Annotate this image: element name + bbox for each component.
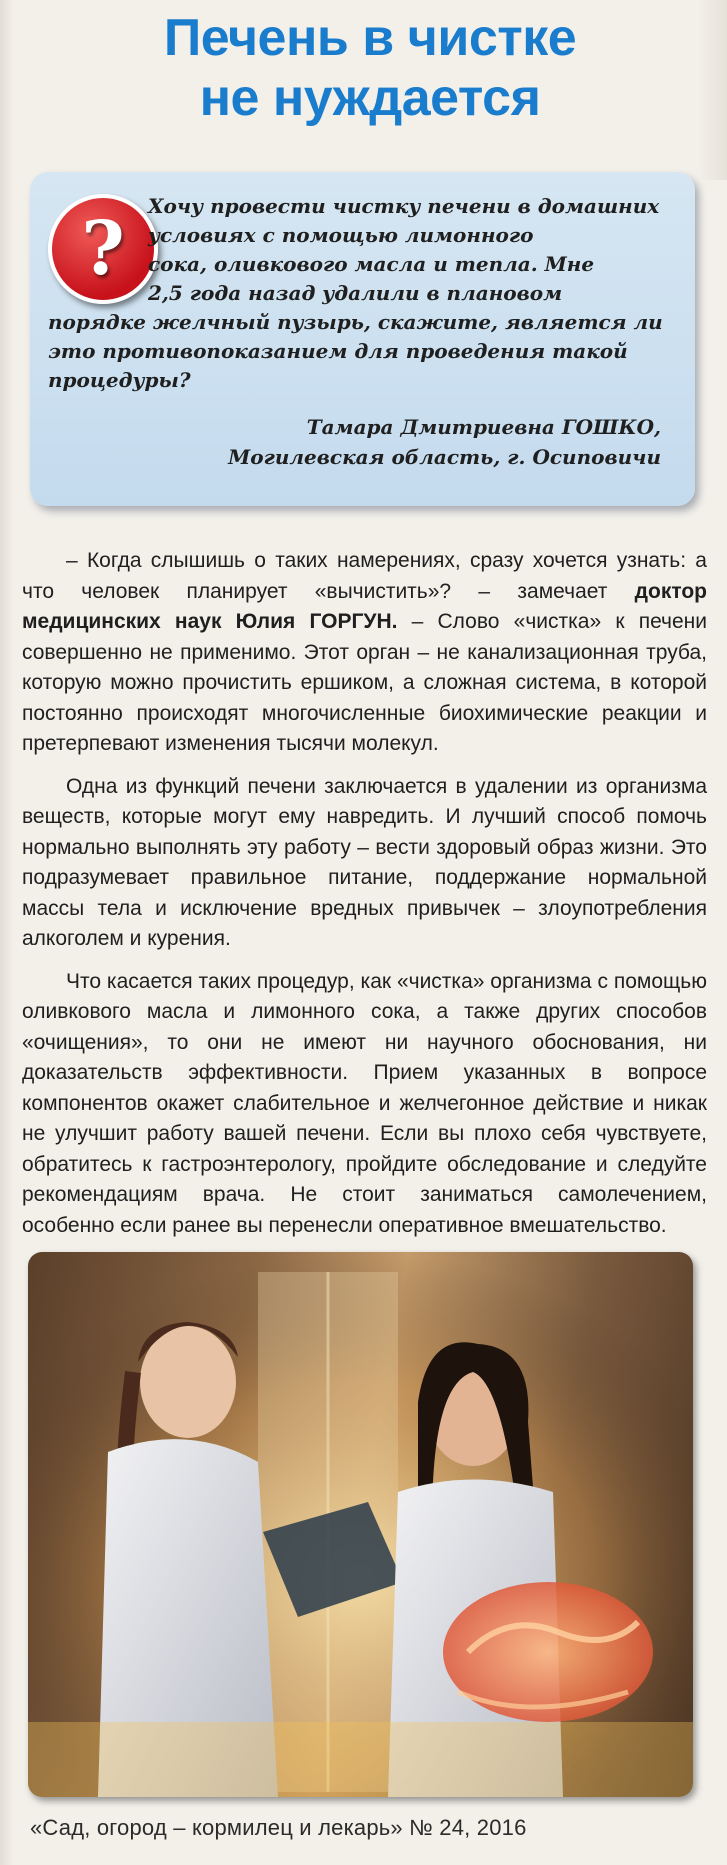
article-paragraph-3: Что касается таких процедур, как «чистка» организма с помощью оливкового масла и лимонного сока, а также других способов «очищения», то они не имеют ни научного обоснования, ни доказательств эффективности. Прием указанных в вопросе компонентов окажет слабительное и желчегонное действие и никак не улучшит работу вашей печени. Если вы плохо себя чувствуете, обратитесь к гастроэнтерологу, пройдите обследование и следуйте рекомендациям врача. Не стоит заниматься самолечением, особенно если ранее вы перенесли оперативное вмешательство. <box>22 969 707 1237</box>
article-body <box>22 546 707 1253</box>
question-line: процедуры? <box>48 368 191 392</box>
publication-footer: «Сад, огород – кормилец и лекарь» № 24, 2016 <box>30 1815 527 1840</box>
article-headline <box>60 8 680 128</box>
reader-question-box <box>30 172 695 506</box>
question-mark-icon: ? <box>48 194 158 304</box>
headline-line-1: Печень в чистке <box>163 9 577 67</box>
question-line: условиях с помощью лимонного <box>148 223 534 247</box>
article-text: – Когда слышишь о таких намерениях, сразу хочется узнать: а что человек планирует «вычистить»? – замечает <box>22 549 707 603</box>
question-text <box>30 192 695 392</box>
question-line: 2,5 года назад удалили в плановом <box>148 281 563 305</box>
headline-line-2: не нуждается <box>199 69 541 127</box>
question-signature <box>228 412 661 472</box>
expert-name: доктор медицинских наук Юлия ГОРГУН. <box>22 579 707 633</box>
question-line: сока, оливкового масла и тепла. Мне <box>148 252 595 276</box>
question-line: порядке желчный пузырь, скажите, является ли <box>48 310 663 334</box>
question-location: Могилевская область, г. Осиповичи <box>228 445 661 469</box>
article-paragraph-2: Одна из функций печени заключается в удалении из организма веществ, которые могут ему навредить. И лучший способ помочь нормально выполнять эту работу – вести здоровый образ жизни. Это подразумевает правильное питание, поддержание нормальной массы тела и исключение вредных привычек – злоупотребления алкоголем и курения. <box>22 774 707 950</box>
doctors-photo <box>28 1252 693 1797</box>
page-edge-shadow <box>0 0 14 1865</box>
question-line: это противопоказанием для проведения такой <box>48 339 628 363</box>
question-author: Тамара Дмитриевна ГОШКО, <box>306 415 661 439</box>
article-paragraph-1 <box>22 546 707 760</box>
page-edge-shadow-right <box>697 0 727 180</box>
question-line: Хочу провести чистку печени в домашних <box>148 194 660 218</box>
article-text: – Слово «чистка» к печени совершенно не применимо. Этот орган – не канализационная труба, которую можно прочистить ершиком, а сложная система, в которой постоянно происходят многочисленные биохимические реакции и претерпевают изменения тысячи молекул. <box>22 610 707 755</box>
